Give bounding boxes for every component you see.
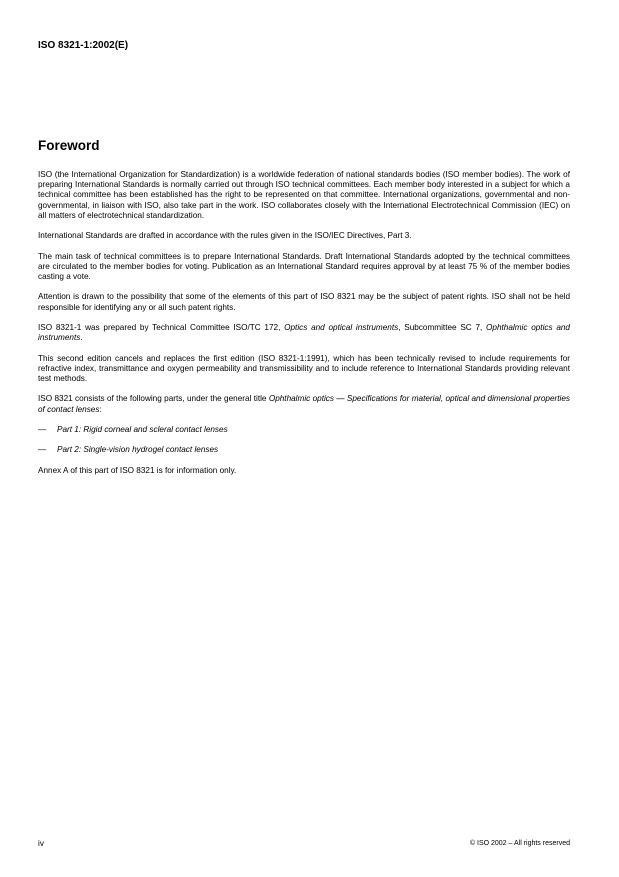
document-id: ISO 8321-1:2002(E) — [38, 40, 129, 51]
subcommittee-text: , Subcommittee SC 7, — [398, 322, 487, 332]
dash-bullet: — — [38, 445, 47, 455]
part-title: Part 2: Single-vision hydrogel contact lenses — [57, 445, 219, 455]
dash-bullet: — — [38, 424, 47, 434]
paragraph-second-edition: This second edition cancels and replaces the first edition (ISO 8321-1:1991), which has been technically revised to include requirements for refractive index, transmittance and oxygen permeability and transmissibility and to include reference to International Standards providing relevant test methods. — [38, 353, 570, 383]
part-title: Part 1: Rigid corneal and scleral contact lenses — [57, 424, 228, 434]
paragraph-annex: Annex A of this part of ISO 8321 is for information only. — [38, 465, 237, 475]
copyright-notice: © ISO 2002 – All rights reserved — [469, 840, 570, 847]
subcommittee-name: Ophthalmic optics and instruments — [38, 322, 570, 343]
foreword-body — [38, 170, 570, 486]
foreword-heading: Foreword — [38, 138, 100, 153]
prepared-by-text: ISO 8321-1 was prepared by Technical Committee ISO/TC 172, — [38, 322, 285, 332]
general-title: Ophthalmic optics — Specifications for material, optical and dimensional properties of contact lenses — [38, 394, 570, 414]
list-item — [38, 425, 570, 435]
paragraph-parts — [38, 394, 570, 414]
list-item — [38, 445, 570, 455]
parts-intro-end: : — [99, 404, 102, 414]
paragraph-directives: International Standards are drafted in accordance with the rules given in the ISO/IEC Directives, Part 3. — [38, 231, 412, 241]
paragraph-technical-committees: The main task of technical committees is to prepare International Standards. Draft International Standards adopted by the technical committees are circulated to the member bodies for voting. Publication as an International Standard requires approval by at least 75 % of the member bodies casting a vote. — [38, 251, 570, 281]
paragraph-iso-federation: ISO (the International Organization for Standardization) is a worldwide federation of national standards bodies (ISO member bodies). The work of preparing International Standards is normally carried out through ISO technical committees. Each member body interested in a subject for which a technical committee has been established has the right to be represented on that committee. International organizations, governmental and non-governmental, in liaison with ISO, also take part in the work. ISO collaborates closely with the International Electrotechnical Commission (IEC) on all matters of electrotechnical standardization. — [38, 170, 570, 220]
parts-intro-text: ISO 8321 consists of the following parts, under the general title — [38, 394, 269, 404]
committee-name: Optics and optical instruments — [284, 322, 399, 332]
page-number: iv — [38, 839, 44, 848]
prepared-by-end: . — [80, 333, 83, 343]
paragraph-prepared-by — [38, 323, 570, 343]
paragraph-patent-rights: Attention is drawn to the possibility that some of the elements of this part of ISO 8321 may be the subject of patent rights. ISO shall not be held responsible for identifying any or all such patent rights. — [38, 292, 570, 312]
